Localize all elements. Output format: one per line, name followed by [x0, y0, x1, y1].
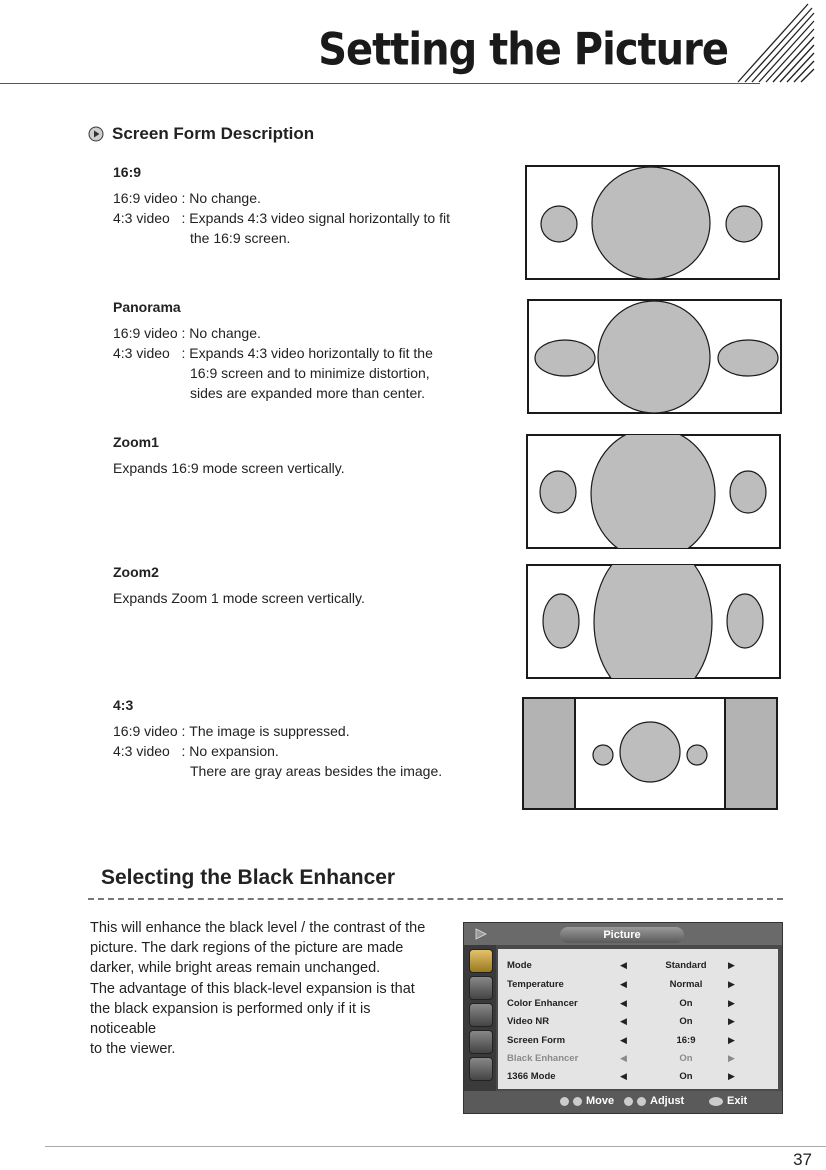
mode-block-panorama	[113, 297, 493, 403]
osd-row-value: Standard	[665, 960, 707, 971]
osd-row-mode[interactable]	[498, 957, 778, 975]
osd-footer-move	[560, 1095, 614, 1107]
right-arrow-icon[interactable]: ▶	[728, 1071, 735, 1081]
osd-row-name: Screen Form	[507, 1035, 566, 1046]
header-stripes-decoration	[736, 2, 816, 84]
mode-line-label: 16:9 video :	[113, 325, 190, 341]
right-arrow-icon[interactable]: ▶	[728, 998, 735, 1008]
move-button-icon	[560, 1097, 569, 1106]
osd-row-1366-mode[interactable]	[498, 1068, 778, 1086]
osd-row-value: On	[679, 998, 693, 1009]
osd-row-name: Video NR	[507, 1016, 550, 1027]
page-title: Setting the Picture	[318, 24, 728, 76]
black-enhancer-rule	[88, 898, 783, 900]
mode-block-zoom2	[113, 562, 493, 608]
mode-line	[113, 343, 493, 363]
mode-block-16-9	[113, 162, 493, 248]
diagram-side-circle-right	[687, 745, 707, 765]
diagram-center-circle	[592, 167, 710, 279]
left-arrow-icon[interactable]: ◀	[620, 979, 627, 989]
mode-line-label: 4:3 video :	[113, 210, 190, 226]
mode-line-text: Expands 4:3 video signal horizontally to fit	[189, 210, 450, 226]
mode-continuation: the 16:9 screen.	[190, 230, 291, 246]
osd-title-bar	[464, 923, 782, 945]
osd-row-value: On	[679, 1071, 693, 1082]
adjust-button-icon	[637, 1097, 646, 1106]
section-heading-text: Screen Form Description	[112, 124, 315, 143]
sound-menu-icon[interactable]	[469, 976, 493, 1000]
description-line: This will enhance the black level / the contrast of the	[90, 920, 426, 936]
exit-button-icon	[709, 1097, 723, 1106]
section-heading-screen-form	[88, 124, 314, 144]
osd-picture-menu	[463, 922, 783, 1114]
osd-logo-icon	[474, 927, 488, 941]
osd-footer-exit-label: Exit	[727, 1095, 748, 1107]
mode-line-text: No expansion.	[189, 743, 279, 759]
diagram-center-circle	[598, 301, 710, 413]
picture-menu-icon[interactable]	[469, 949, 493, 973]
mode-continuation: 16:9 screen and to minimize distortion,	[190, 365, 430, 381]
right-arrow-icon[interactable]: ▶	[728, 979, 735, 989]
osd-footer-move-label: Move	[586, 1095, 615, 1107]
osd-row-color-enhancer[interactable]	[498, 995, 778, 1013]
mode-title: 16:9	[113, 164, 142, 180]
diagram-gray-bar-left	[523, 698, 575, 809]
diagram-side-circle-left	[593, 745, 613, 765]
move-button-icon	[573, 1097, 582, 1106]
clock-menu-icon[interactable]	[469, 1030, 493, 1054]
diagram-side-circle-right	[726, 206, 762, 242]
left-arrow-icon[interactable]: ◀	[620, 1053, 627, 1063]
diagram-panorama	[527, 299, 782, 414]
osd-footer-adjust-label: Adjust	[650, 1095, 685, 1107]
description-line: The advantage of this black-level expansion is that	[90, 980, 415, 997]
left-arrow-icon[interactable]: ◀	[620, 1071, 627, 1081]
osd-sidebar	[464, 945, 496, 1091]
mode-line-label: 4:3 video :	[113, 345, 190, 361]
osd-row-screen-form[interactable]	[498, 1032, 778, 1050]
header-rule	[0, 83, 760, 84]
mode-line	[113, 741, 493, 761]
diagram-gray-bar-right	[725, 698, 777, 809]
osd-row-temperature[interactable]	[498, 976, 778, 994]
mode-block-zoom1	[113, 432, 493, 478]
osd-row-name: Mode	[507, 960, 532, 971]
mode-line	[113, 208, 493, 228]
mode-continuation: There are gray areas besides the image.	[190, 763, 443, 779]
diagram-side-circle-right	[730, 471, 766, 513]
black-enhancer-heading: Selecting the Black Enhancer	[101, 866, 396, 889]
mode-title: Panorama	[113, 299, 181, 315]
osd-row-name: Black Enhancer	[507, 1053, 579, 1064]
description-line: the black expansion is performed only if it is noticeable	[90, 1000, 371, 1038]
diagram-zoom2	[526, 564, 781, 679]
left-arrow-icon[interactable]: ◀	[620, 1035, 627, 1045]
mode-title: Zoom2	[113, 564, 159, 580]
mode-line	[113, 188, 493, 208]
mode-line-label: 4:3 video :	[113, 743, 190, 759]
diagram-zoom1	[526, 434, 781, 549]
diagram-center-ellipse	[594, 564, 712, 679]
osd-footer	[464, 1091, 782, 1113]
mode-text: Expands 16:9 mode screen vertically.	[113, 460, 345, 476]
black-enhancer-description	[90, 918, 440, 1059]
description-line: to the viewer.	[90, 1041, 176, 1058]
description-line: darker, while bright areas remain unchanged.	[90, 960, 381, 977]
right-arrow-icon[interactable]: ▶	[728, 1053, 735, 1063]
osd-footer-adjust	[624, 1095, 684, 1107]
diagram-4-3	[522, 697, 778, 810]
osd-row-value: 16:9	[676, 1035, 696, 1046]
mode-line	[113, 721, 493, 741]
mode-line-text: The image is suppressed.	[189, 723, 350, 739]
diagram-center-circle	[591, 434, 715, 549]
mode-line-label: 16:9 video :	[113, 723, 190, 739]
osd-row-name: Color Enhancer	[507, 998, 578, 1009]
osd-row-name: 1366 Mode	[507, 1071, 556, 1082]
mode-line-text: Expands 4:3 video horizontally to fit the	[189, 345, 433, 361]
diagram-center-circle	[620, 722, 680, 782]
mode-text: Expands Zoom 1 mode screen vertically.	[113, 590, 365, 606]
diagram-side-circle-left	[540, 471, 576, 513]
right-arrow-icon[interactable]: ▶	[728, 1035, 735, 1045]
osd-settings-panel	[498, 949, 778, 1089]
mode-line-label: 16:9 video :	[113, 190, 190, 206]
mode-title: 4:3	[113, 697, 134, 713]
right-arrow-icon[interactable]: ▶	[728, 960, 735, 970]
osd-row-black-enhancer[interactable]	[498, 1050, 778, 1068]
diagram-side-ellipse-left	[535, 340, 595, 376]
mode-block-4-3	[113, 695, 493, 781]
diagram-16-9	[525, 165, 780, 280]
adjust-button-icon	[624, 1097, 633, 1106]
left-arrow-icon[interactable]: ◀	[620, 998, 627, 1008]
input-menu-icon[interactable]	[469, 1057, 493, 1081]
left-arrow-icon[interactable]: ◀	[620, 960, 627, 970]
mode-title: Zoom1	[113, 434, 159, 450]
mode-line	[113, 323, 493, 343]
diagram-side-circle-left	[541, 206, 577, 242]
right-arrow-icon[interactable]: ▶	[728, 1016, 735, 1026]
osd-title: Picture	[560, 927, 684, 943]
mode-continuation: sides are expanded more than center.	[190, 385, 426, 401]
osd-row-value: On	[679, 1053, 693, 1064]
osd-row-value: Normal	[669, 979, 703, 990]
mode-line-text: No change.	[189, 325, 261, 341]
description-line: picture. The dark regions of the picture are made	[90, 940, 404, 957]
page-number: 37	[793, 1150, 812, 1169]
diagram-side-ellipse-right	[718, 340, 778, 376]
osd-row-name: Temperature	[507, 979, 564, 990]
diagram-side-ellipse-left	[543, 594, 579, 648]
osd-row-video-nr[interactable]	[498, 1013, 778, 1031]
setup-tools-icon[interactable]	[469, 1003, 493, 1027]
diagram-side-ellipse-right	[727, 594, 763, 648]
left-arrow-icon[interactable]: ◀	[620, 1016, 627, 1026]
mode-line-text: No change.	[189, 190, 261, 206]
bullet-icon	[88, 126, 104, 142]
osd-footer-exit	[709, 1095, 747, 1107]
osd-row-value: On	[679, 1016, 693, 1027]
footer-rule	[45, 1146, 826, 1147]
